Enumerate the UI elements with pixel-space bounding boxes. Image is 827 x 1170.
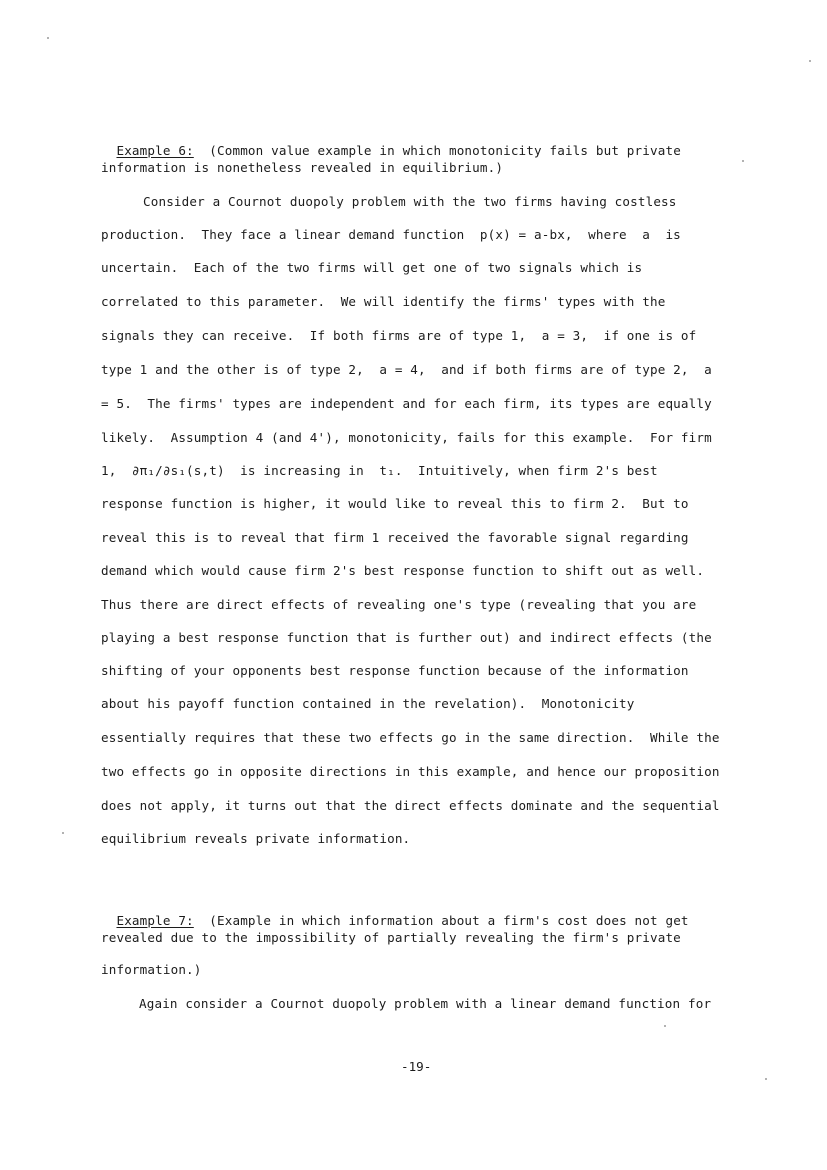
- paragraph-line: Consider a Cournot duopoly problem with the two firms having costless: [143, 194, 677, 209]
- example-7-label: Example 7:: [116, 913, 194, 928]
- paragraph-line: uncertain. Each of the two firms will get one of two signals which is: [101, 260, 643, 275]
- example-7-title-line-1: (Example in which information about a firm's cost does not get: [209, 913, 689, 928]
- paragraph-line: does not apply, it turns out that the direct effects dominate and the sequential: [101, 798, 720, 813]
- paragraph-line: likely. Assumption 4 (and 4'), monotonicity, fails for this example. For firm: [101, 430, 712, 445]
- paragraph-line: type 1 and the other is of type 2, a = 4, and if both firms are of type 2, a: [101, 362, 712, 377]
- example-7-title-line-3: information.): [101, 962, 202, 977]
- scan-speck: [742, 160, 744, 162]
- scan-speck: [47, 37, 49, 39]
- paragraph-line: two effects go in opposite directions in this example, and hence our proposition: [101, 764, 720, 779]
- paragraph-line: reveal this is to reveal that firm 1 received the favorable signal regarding: [101, 530, 689, 545]
- paragraph-line: correlated to this parameter. We will identify the firms' types with the: [101, 294, 666, 309]
- scan-speck: [62, 832, 64, 834]
- paragraph-line: playing a best response function that is further out) and indirect effects (the: [101, 630, 712, 645]
- paragraph-line: shifting of your opponents best response function because of the information: [101, 663, 689, 678]
- paragraph-line: Thus there are direct effects of revealing one's type (revealing that you are: [101, 597, 697, 612]
- paragraph-line: essentially requires that these two effects go in the same direction. While the: [101, 730, 720, 745]
- example-6-title-line-1: (Common value example in which monotonicity fails but private: [209, 143, 681, 158]
- example-6-label: Example 6:: [116, 143, 194, 158]
- paragraph-line: signals they can receive. If both firms are of type 1, a = 3, if one is of: [101, 328, 697, 343]
- paragraph-line: Again consider a Cournot duopoly problem with a linear demand function for: [139, 996, 712, 1011]
- paragraph-line: about his payoff function contained in the revelation). Monotonicity: [101, 696, 635, 711]
- paragraph-line: response function is higher, it would like to reveal this to firm 2. But to: [101, 496, 689, 511]
- scan-speck: [809, 60, 811, 62]
- example-6-heading: [101, 127, 681, 159]
- paragraph-line: demand which would cause firm 2's best response function to shift out as well.: [101, 563, 705, 578]
- example-6-title-line-2: information is nonetheless revealed in equilibrium.): [101, 160, 504, 175]
- paragraph-line: equilibrium reveals private information.: [101, 831, 411, 846]
- paragraph-line: production. They face a linear demand function p(x) = a-bx, where a is: [101, 227, 681, 242]
- scan-speck: [765, 1078, 767, 1080]
- example-7-heading: [101, 897, 689, 929]
- page-number: -19-: [401, 1059, 432, 1074]
- paragraph-line-with-formula: 1, ∂π₁/∂s₁(s,t) is increasing in t₁. Intuitively, when firm 2's best: [101, 463, 658, 478]
- scan-speck: [664, 1025, 666, 1027]
- example-7-title-line-2: revealed due to the impossibility of partially revealing the firm's private: [101, 930, 681, 945]
- paragraph-line: = 5. The firms' types are independent and for each firm, its types are equally: [101, 396, 712, 411]
